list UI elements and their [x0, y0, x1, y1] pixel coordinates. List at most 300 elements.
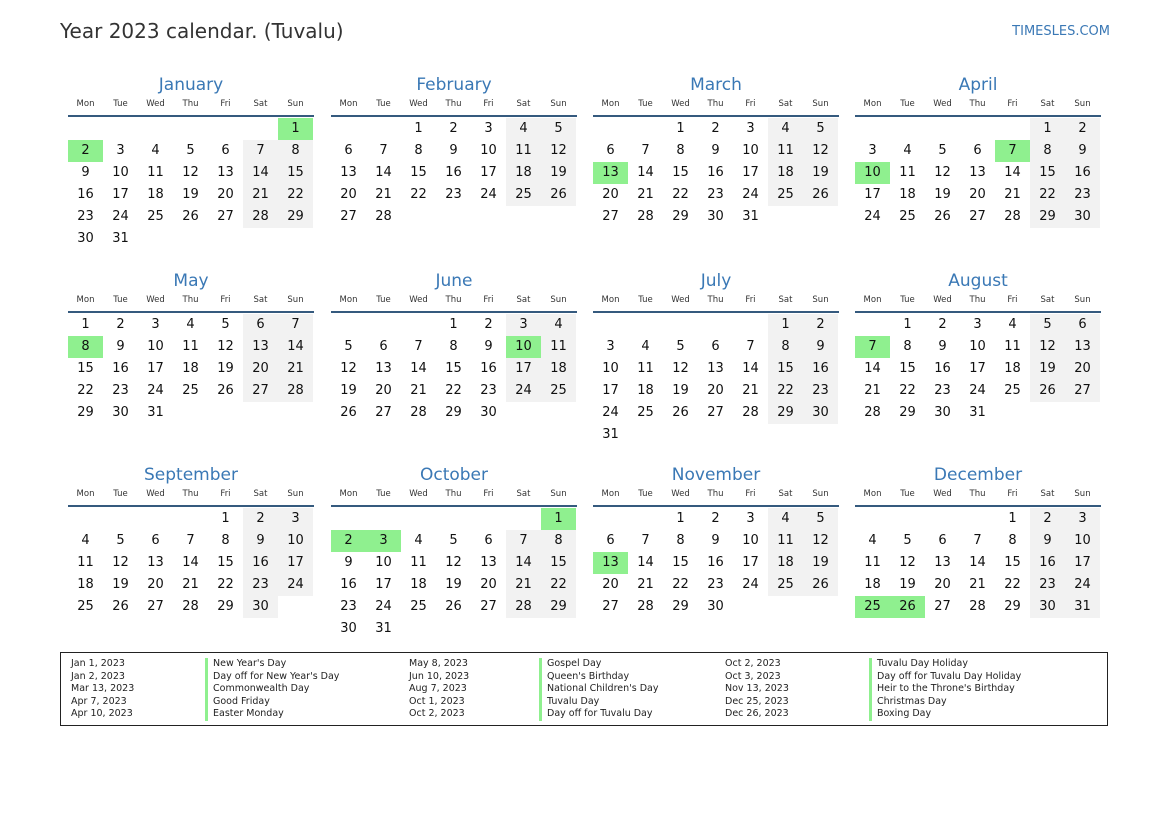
- site-link[interactable]: TIMESLES.COM: [1012, 24, 1110, 39]
- day-cell: 18: [899, 187, 916, 202]
- day-cell: 15: [410, 165, 427, 180]
- day-cell: 8: [676, 533, 685, 548]
- day-cell: 25: [541, 380, 576, 402]
- day-grid: [68, 118, 314, 250]
- weekday-header: [855, 97, 1101, 117]
- month-july: [593, 270, 839, 446]
- day-cell: 23: [934, 383, 951, 398]
- day-cell: 15: [768, 358, 803, 380]
- day-cell: 31: [112, 231, 129, 246]
- weekday-label: Tue: [113, 489, 128, 499]
- holiday-day-cell: 3: [366, 530, 401, 552]
- day-cell: 24: [742, 577, 759, 592]
- day-cell: 9: [81, 165, 90, 180]
- empty-cell: [855, 118, 890, 140]
- day-cell: 20: [147, 577, 164, 592]
- holiday-date: Apr 10, 2023: [71, 708, 133, 720]
- day-cell: 15: [1004, 555, 1021, 570]
- day-cell: 8: [449, 339, 458, 354]
- day-cell: 26: [182, 209, 199, 224]
- day-cell: 12: [803, 530, 838, 552]
- day-cell: 1: [768, 314, 803, 336]
- day-cell: 24: [375, 599, 392, 614]
- holiday-date: May 8, 2023: [409, 658, 468, 669]
- day-cell: 18: [77, 577, 94, 592]
- day-cell: 22: [672, 187, 689, 202]
- day-cell: 3: [151, 317, 160, 332]
- empty-cell: [103, 118, 138, 140]
- day-cell: 26: [445, 599, 462, 614]
- weekday-label: Tue: [113, 295, 128, 305]
- day-cell: 4: [768, 118, 803, 140]
- day-cell: 17: [969, 361, 986, 376]
- day-cell: 26: [541, 184, 576, 206]
- empty-cell: [925, 118, 960, 140]
- day-cell: 28: [278, 380, 313, 402]
- holiday-day-cell: 13: [593, 162, 628, 184]
- day-cell: 5: [221, 317, 230, 332]
- day-cell: 3: [973, 317, 982, 332]
- holiday-name: National Children's Day: [539, 683, 658, 696]
- day-cell: 19: [541, 162, 576, 184]
- day-cell: 17: [864, 187, 881, 202]
- day-cell: 19: [217, 361, 234, 376]
- day-cell: 11: [899, 165, 916, 180]
- month-october: [331, 464, 577, 640]
- day-cell: 19: [803, 552, 838, 574]
- day-cell: 4: [541, 314, 576, 336]
- day-cell: 28: [375, 209, 392, 224]
- month-name: September: [144, 465, 238, 485]
- day-cell: 7: [641, 533, 650, 548]
- day-grid: [855, 508, 1101, 618]
- holiday-date: Oct 1, 2023: [409, 695, 465, 707]
- day-cell: 1: [676, 511, 685, 526]
- day-cell: 20: [602, 187, 619, 202]
- day-cell: 5: [903, 533, 912, 548]
- day-cell: 23: [707, 187, 724, 202]
- day-cell: 25: [77, 599, 94, 614]
- month-name: May: [173, 271, 209, 291]
- day-cell: 25: [899, 209, 916, 224]
- empty-cell: [890, 508, 925, 530]
- day-cell: 27: [602, 209, 619, 224]
- day-cell: 25: [147, 209, 164, 224]
- day-cell: 7: [278, 314, 313, 336]
- day-cell: 14: [410, 361, 427, 376]
- weekday-label: Tue: [638, 295, 653, 305]
- day-cell: 30: [1065, 206, 1100, 228]
- day-cell: 17: [602, 383, 619, 398]
- weekday-label: Sun: [1074, 295, 1091, 305]
- holiday-name: Queen's Birthday: [539, 671, 658, 684]
- day-cell: 28: [182, 599, 199, 614]
- day-cell: 3: [746, 121, 755, 136]
- day-cell: 25: [410, 599, 427, 614]
- day-cell: 20: [707, 383, 724, 398]
- day-cell: 22: [541, 574, 576, 596]
- day-cell: 23: [112, 383, 129, 398]
- day-cell: 4: [414, 533, 423, 548]
- holiday-date: Oct 2, 2023: [409, 708, 465, 720]
- empty-cell: [855, 314, 890, 336]
- weekday-label: Fri: [745, 489, 756, 499]
- holiday-day-cell: 1: [278, 118, 313, 140]
- day-cell: 2: [1030, 508, 1065, 530]
- weekday-label: Sat: [778, 99, 793, 109]
- day-cell: 6: [711, 339, 720, 354]
- month-name: June: [435, 271, 473, 291]
- day-cell: 5: [938, 143, 947, 158]
- day-cell: 7: [379, 143, 388, 158]
- day-cell: 25: [182, 383, 199, 398]
- day-cell: 15: [541, 552, 576, 574]
- empty-cell: [68, 508, 103, 530]
- day-cell: 17: [480, 165, 497, 180]
- month-may: [68, 270, 314, 424]
- day-cell: 6: [379, 339, 388, 354]
- day-cell: 29: [445, 405, 462, 420]
- day-cell: 22: [1004, 577, 1021, 592]
- weekday-label: Mon: [863, 99, 882, 109]
- day-cell: 11: [768, 140, 803, 162]
- holiday-date: Jan 1, 2023: [71, 658, 125, 669]
- weekday-label: Sun: [812, 489, 829, 499]
- weekday-label: Sun: [1074, 489, 1091, 499]
- day-cell: 16: [112, 361, 129, 376]
- holiday-name: Day off for Tuvalu Day Holiday: [869, 671, 1021, 684]
- weekday-label: Fri: [483, 99, 494, 109]
- day-grid: [593, 314, 839, 446]
- day-cell: 25: [768, 574, 803, 596]
- day-cell: 5: [1030, 314, 1065, 336]
- day-cell: 23: [445, 187, 462, 202]
- day-cell: 17: [506, 358, 541, 380]
- day-cell: 19: [934, 187, 951, 202]
- day-cell: 17: [375, 577, 392, 592]
- month-june: [331, 270, 577, 424]
- day-cell: 21: [864, 383, 881, 398]
- day-cell: 29: [899, 405, 916, 420]
- weekday-header: [855, 293, 1101, 313]
- weekday-label: Fri: [745, 99, 756, 109]
- day-cell: 13: [340, 165, 357, 180]
- day-cell: 3: [116, 143, 125, 158]
- holiday-date: Dec 26, 2023: [725, 708, 789, 720]
- month-name: December: [933, 465, 1023, 485]
- day-cell: 19: [182, 187, 199, 202]
- day-cell: 14: [278, 336, 313, 358]
- day-cell: 10: [375, 555, 392, 570]
- month-september: [68, 464, 314, 618]
- weekday-label: Tue: [638, 489, 653, 499]
- day-cell: 5: [186, 143, 195, 158]
- weekday-label: Sun: [550, 489, 567, 499]
- day-cell: 23: [77, 209, 94, 224]
- day-cell: 27: [217, 209, 234, 224]
- day-cell: 24: [1065, 574, 1100, 596]
- day-cell: 2: [711, 121, 720, 136]
- day-cell: 4: [1008, 317, 1017, 332]
- day-cell: 5: [803, 118, 838, 140]
- weekday-label: Sat: [1040, 99, 1055, 109]
- weekday-label: Thu: [445, 99, 462, 109]
- day-cell: 7: [746, 339, 755, 354]
- holiday-name: Heir to the Throne's Birthday: [869, 683, 1021, 696]
- weekday-label: Fri: [483, 295, 494, 305]
- weekday-label: Sat: [516, 99, 531, 109]
- day-cell: 12: [934, 165, 951, 180]
- day-cell: 4: [641, 339, 650, 354]
- day-cell: 23: [707, 577, 724, 592]
- day-cell: 3: [746, 511, 755, 526]
- day-cell: 29: [672, 209, 689, 224]
- empty-cell: [663, 314, 698, 336]
- day-cell: 16: [934, 361, 951, 376]
- day-cell: 30: [803, 402, 838, 424]
- holiday-day-cell: 2: [68, 140, 103, 162]
- weekday-header: [68, 293, 314, 313]
- empty-cell: [401, 314, 436, 336]
- day-cell: 1: [676, 121, 685, 136]
- weekday-label: Mon: [76, 489, 95, 499]
- day-grid: [593, 508, 839, 618]
- empty-cell: [995, 118, 1030, 140]
- day-cell: 17: [112, 187, 129, 202]
- day-cell: 14: [969, 555, 986, 570]
- day-cell: 3: [868, 143, 877, 158]
- weekday-label: Sun: [1074, 99, 1091, 109]
- day-cell: 27: [375, 405, 392, 420]
- day-cell: 4: [151, 143, 160, 158]
- weekday-label: Wed: [933, 489, 952, 499]
- day-cell: 22: [1030, 184, 1065, 206]
- day-cell: 30: [243, 596, 278, 618]
- weekday-header: [331, 97, 577, 117]
- day-cell: 9: [243, 530, 278, 552]
- weekday-label: Wed: [146, 99, 165, 109]
- day-cell: 9: [711, 143, 720, 158]
- day-cell: 6: [344, 143, 353, 158]
- day-cell: 20: [602, 577, 619, 592]
- day-cell: 29: [278, 206, 313, 228]
- holiday-day-cell: 10: [855, 162, 890, 184]
- weekday-label: Thu: [445, 489, 462, 499]
- day-grid: [68, 508, 314, 618]
- day-cell: 17: [742, 165, 759, 180]
- day-cell: 28: [506, 596, 541, 618]
- day-grid: [68, 314, 314, 424]
- day-cell: 9: [344, 555, 353, 570]
- holiday-name: Easter Monday: [205, 708, 339, 721]
- day-cell: 25: [768, 184, 803, 206]
- day-cell: 6: [973, 143, 982, 158]
- weekday-label: Wed: [146, 489, 165, 499]
- day-cell: 22: [410, 187, 427, 202]
- day-cell: 8: [903, 339, 912, 354]
- day-cell: 15: [1030, 162, 1065, 184]
- day-cell: 23: [1030, 574, 1065, 596]
- holiday-date: Nov 13, 2023: [725, 683, 789, 695]
- day-cell: 26: [934, 209, 951, 224]
- day-cell: 25: [637, 405, 654, 420]
- weekday-header: [593, 97, 839, 117]
- day-cell: 2: [711, 511, 720, 526]
- day-cell: 20: [1065, 358, 1100, 380]
- day-cell: 25: [506, 184, 541, 206]
- empty-cell: [925, 508, 960, 530]
- weekday-label: Thu: [182, 99, 199, 109]
- month-name: August: [948, 271, 1008, 291]
- holiday-name: Commonwealth Day: [205, 683, 339, 696]
- weekday-label: Sat: [778, 489, 793, 499]
- month-name: July: [700, 271, 732, 291]
- day-cell: 8: [414, 143, 423, 158]
- weekday-label: Mon: [863, 295, 882, 305]
- day-cell: 30: [934, 405, 951, 420]
- day-cell: 27: [147, 599, 164, 614]
- empty-cell: [173, 508, 208, 530]
- weekday-label: Thu: [707, 99, 724, 109]
- weekday-label: Wed: [671, 489, 690, 499]
- weekday-label: Sun: [287, 99, 304, 109]
- day-cell: 19: [899, 577, 916, 592]
- day-cell: 19: [445, 577, 462, 592]
- day-cell: 13: [375, 361, 392, 376]
- day-cell: 17: [278, 552, 313, 574]
- empty-cell: [331, 508, 366, 530]
- day-cell: 16: [480, 361, 497, 376]
- day-cell: 12: [445, 555, 462, 570]
- day-cell: 31: [375, 621, 392, 636]
- day-cell: 7: [243, 140, 278, 162]
- day-cell: 22: [217, 577, 234, 592]
- weekday-label: Wed: [671, 295, 690, 305]
- month-name: October: [419, 465, 489, 485]
- day-grid: [331, 314, 577, 424]
- holiday-day-cell: 1: [541, 508, 576, 530]
- day-cell: 8: [278, 140, 313, 162]
- day-cell: 31: [742, 209, 759, 224]
- day-cell: 9: [938, 339, 947, 354]
- holiday-day-cell: 7: [995, 140, 1030, 162]
- day-cell: 23: [1065, 184, 1100, 206]
- empty-cell: [593, 508, 628, 530]
- day-cell: 18: [541, 358, 576, 380]
- day-cell: 5: [803, 508, 838, 530]
- day-cell: 12: [672, 361, 689, 376]
- day-cell: 1: [81, 317, 90, 332]
- weekday-label: Mon: [601, 99, 620, 109]
- weekday-label: Sun: [812, 295, 829, 305]
- holiday-date: Mar 13, 2023: [71, 683, 135, 695]
- weekday-label: Fri: [1007, 295, 1018, 305]
- weekday-label: Tue: [900, 489, 915, 499]
- day-cell: 30: [480, 405, 497, 420]
- holiday-day-cell: 26: [890, 596, 925, 618]
- weekday-label: Sun: [287, 489, 304, 499]
- weekday-label: Thu: [445, 295, 462, 305]
- day-cell: 12: [899, 555, 916, 570]
- day-cell: 16: [1030, 552, 1065, 574]
- day-cell: 8: [221, 533, 230, 548]
- day-cell: 4: [81, 533, 90, 548]
- day-cell: 15: [672, 555, 689, 570]
- day-cell: 2: [938, 317, 947, 332]
- day-cell: 6: [221, 143, 230, 158]
- weekday-label: Wed: [146, 295, 165, 305]
- day-cell: 11: [182, 339, 199, 354]
- day-cell: 21: [1004, 187, 1021, 202]
- day-cell: 14: [375, 165, 392, 180]
- day-cell: 29: [77, 405, 94, 420]
- day-cell: 12: [112, 555, 129, 570]
- day-cell: 21: [637, 187, 654, 202]
- day-cell: 11: [637, 361, 654, 376]
- weekday-header: [331, 487, 577, 507]
- day-cell: 26: [803, 184, 838, 206]
- day-cell: 16: [803, 358, 838, 380]
- day-cell: 5: [676, 339, 685, 354]
- day-cell: 12: [803, 140, 838, 162]
- empty-cell: [138, 508, 173, 530]
- day-cell: 30: [340, 621, 357, 636]
- day-cell: 8: [541, 530, 576, 552]
- empty-cell: [68, 118, 103, 140]
- day-cell: 17: [1065, 552, 1100, 574]
- day-cell: 31: [1065, 596, 1100, 618]
- holiday-date: Jan 2, 2023: [71, 670, 125, 682]
- month-name: November: [671, 465, 761, 485]
- month-january: [68, 74, 314, 250]
- empty-cell: [733, 314, 768, 336]
- weekday-label: Thu: [182, 489, 199, 499]
- day-cell: 21: [278, 358, 313, 380]
- day-cell: 4: [768, 508, 803, 530]
- month-november: [593, 464, 839, 618]
- weekday-label: Sat: [253, 489, 268, 499]
- weekday-header: [593, 487, 839, 507]
- weekday-label: Mon: [76, 99, 95, 109]
- empty-cell: [138, 118, 173, 140]
- weekday-label: Wed: [671, 99, 690, 109]
- empty-cell: [331, 314, 366, 336]
- day-cell: 14: [1004, 165, 1021, 180]
- day-cell: 24: [278, 574, 313, 596]
- day-cell: 11: [410, 555, 427, 570]
- day-cell: 26: [672, 405, 689, 420]
- day-cell: 18: [506, 162, 541, 184]
- day-cell: 24: [147, 383, 164, 398]
- day-cell: 14: [742, 361, 759, 376]
- day-cell: 27: [243, 380, 278, 402]
- weekday-label: Wed: [409, 489, 428, 499]
- day-cell: 3: [506, 314, 541, 336]
- weekday-label: Sun: [550, 99, 567, 109]
- day-cell: 7: [641, 143, 650, 158]
- day-cell: 3: [484, 121, 493, 136]
- day-cell: 21: [969, 577, 986, 592]
- day-cell: 15: [899, 361, 916, 376]
- day-cell: 5: [116, 533, 125, 548]
- day-cell: 16: [707, 165, 724, 180]
- day-cell: 2: [243, 508, 278, 530]
- holiday-name: New Year's Day: [205, 658, 339, 671]
- empty-cell: [366, 314, 401, 336]
- weekday-label: Thu: [707, 489, 724, 499]
- day-cell: 27: [340, 209, 357, 224]
- empty-cell: [436, 508, 471, 530]
